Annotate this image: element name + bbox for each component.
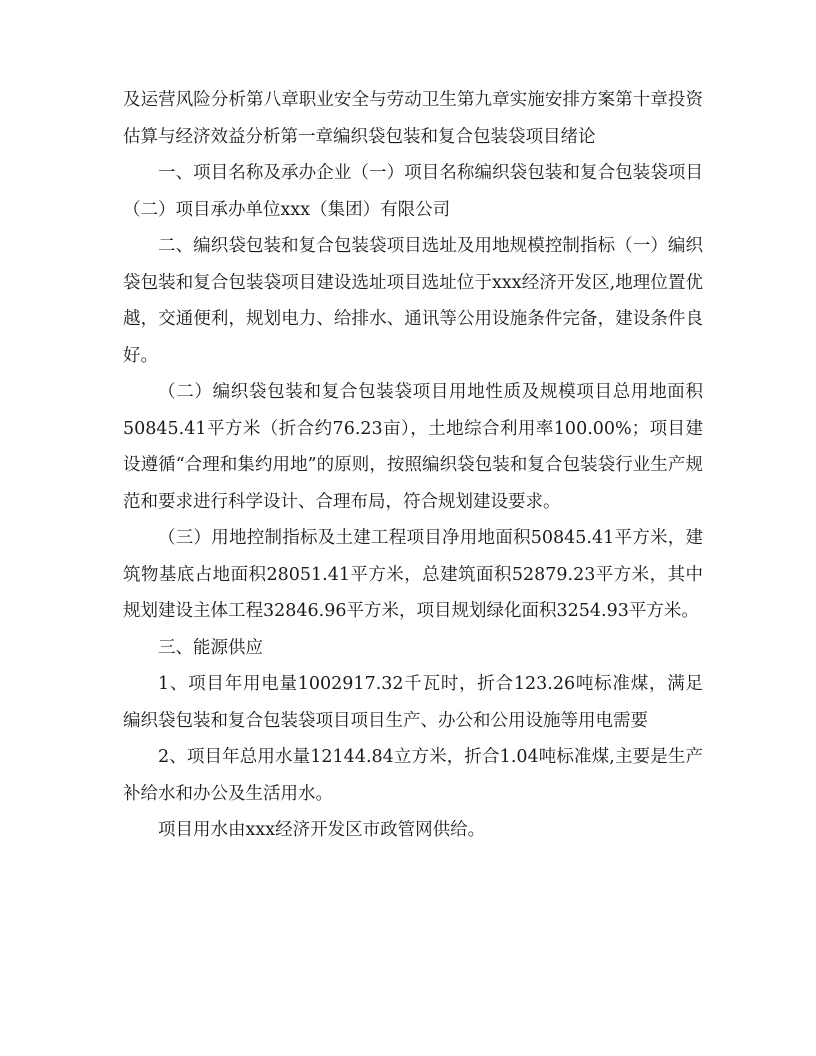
paragraph-site-selection: 二、编织袋包装和复合包装袋项目选址及用地规模控制指标（一）编织袋包装和复合包装袋项目建设选址项目选址位于xxx经济开发区,地理位置优越，交通便利，规划电力、给排水、通讯等公用设施条件完备，建设条件良好。 — [123, 236, 703, 366]
paragraph-land-use: （二）编织袋包装和复合包装袋项目用地性质及规模项目总用地面积50845.41平方米（折合约76.23亩），土地综合利用率100.00%；项目建设遵循“合理和集约用地”的原则，按照编织袋包装和复合包装袋行业生产规范和要求进行科学设计、合理布局，符合规划建设要求。 — [123, 382, 703, 512]
paragraph-water: 2、项目年总用水量12144.84立方米，折合1.04吨标准煤,主要是生产补给水和办公及生活用水。 — [123, 747, 703, 804]
paragraph-energy-heading: 三、能源供应 — [158, 637, 263, 658]
paragraph-project-name: 一、项目名称及承办企业（一）项目名称编织袋包装和复合包装袋项目（二）项目承办单位xxx（集团）有限公司 — [123, 163, 703, 220]
paragraph-water-source: 项目用水由xxx经济开发区市政管网供给。 — [158, 820, 486, 840]
paragraph-land-control: （三）用地控制指标及土建工程项目净用地面积50845.41平方米，建筑物基底占地面积28051.41平方米，总建筑面积52879.23平方米，其中规划建设主体工程32846.96平方米，项目规划绿化面积3254.93平方米。 — [123, 528, 703, 621]
paragraph-toc-continuation: 及运营风险分析第八章职业安全与劳动卫生第九章实施安排方案第十章投资估算与经济效益分析第一章编织袋包装和复合包装袋项目绪论 — [123, 90, 703, 147]
paragraph-electricity: 1、项目年用电量1002917.32千瓦时，折合123.26吨标准煤，满足编织袋包装和复合包装袋项目项目生产、办公和公用设施等用电需要 — [123, 674, 703, 731]
document-body — [123, 82, 703, 849]
